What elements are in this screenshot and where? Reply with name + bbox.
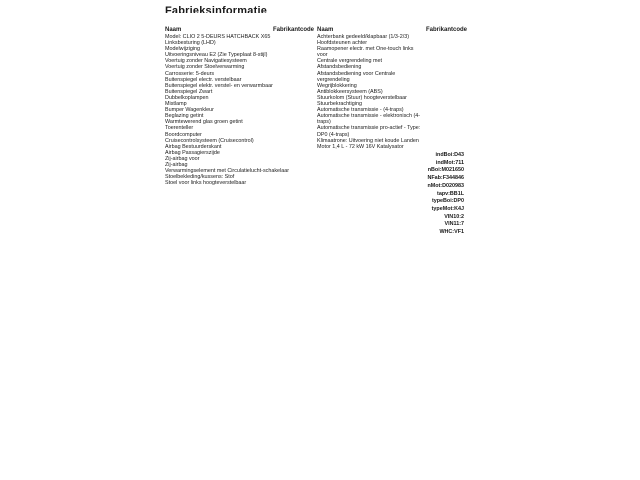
right-name-header: Naam — [317, 27, 334, 33]
feature-item: Stoelbekleding/kussens: Stof — [165, 174, 235, 181]
code-item: VIN10:2 — [444, 213, 464, 220]
feature-item: Voertuig zonder Stoelverwarming — [165, 64, 245, 71]
right-feature-list — [317, 34, 422, 150]
code-item: indBoi:D43 — [435, 152, 464, 158]
feature-item: Hoofdsteunen achter — [317, 40, 368, 47]
right-code-header: Fabrikantcode — [426, 27, 468, 33]
feature-item: Centrale vergrendeling met Afstandsbediening — [317, 58, 383, 71]
code-item: NFab:F344846 — [427, 175, 464, 182]
feature-item: Achterbank gedeeld/klapbaar (1/3-2/3) — [317, 34, 409, 40]
feature-item: Linksbesturing (LHD) — [165, 40, 216, 47]
feature-item: Toerenteller — [165, 125, 194, 132]
code-item: WHC:VF1 — [439, 229, 464, 236]
feature-item: Afstandsbediening voor Centrale vergrendeling — [317, 70, 396, 83]
feature-item: Buitenspiegel electr. verstelbaar — [165, 76, 242, 83]
feature-item: Dubbelkoplampen — [165, 94, 209, 101]
feature-item: Raamopener electr. met One-touch links voor — [317, 46, 414, 59]
feature-item: Beglazing getint — [165, 113, 204, 120]
feature-item: Zij-airbag voor — [165, 155, 200, 162]
left-code-header: Fabrikantcode — [273, 27, 315, 33]
feature-item: Modelwijziging — [165, 46, 201, 53]
document-page — [136, 0, 476, 238]
feature-item: Stuurbekrachtiging — [317, 101, 362, 108]
feature-item: Automatische transmissie - (4-traps) — [317, 107, 404, 114]
feature-item: Automatische transmissie - elektronisch (4-traps) — [317, 113, 421, 126]
feature-item: Stuurkolom (Stuur) hoogteverstelbaar — [317, 94, 407, 101]
feature-item: Antiblokkeersysteem (ABS) — [317, 88, 383, 95]
feature-item: Motor 1,4 L - 72 kW 16V Katalysator — [317, 143, 404, 150]
feature-item: Verwarmingselement met Circulatielucht-schakelaar — [165, 168, 290, 175]
feature-item: Automatische transmissie pro-actief - Type: DP0 (4-traps) — [317, 125, 421, 138]
code-item: typeMot:K4J — [431, 205, 464, 212]
feature-item: Cruisecontrolsysteem (Cruisecontrol) — [165, 137, 254, 144]
code-item: indMot:711 — [435, 159, 464, 166]
feature-item: Airbag Passagierszijde — [165, 149, 220, 156]
page-title: Fabrieksinformatie — [165, 6, 268, 13]
left-name-header: Naam — [165, 27, 182, 33]
feature-item: Voertuig zonder Navigatiesysteem — [165, 58, 247, 65]
feature-item: Airbag Bestuurderskant — [165, 143, 222, 150]
feature-item: Bumper Wagenkleur — [165, 107, 214, 114]
code-item: tapv:BB1L — [437, 190, 464, 197]
feature-item: Wegrijblokkering — [317, 82, 357, 89]
code-item: VIN11:7 — [444, 221, 464, 228]
code-item: nBoi:M021650 — [427, 167, 464, 174]
code-item: typeBoi:DP0 — [431, 198, 464, 205]
feature-item: Warmtewerend glas groen getint — [165, 119, 243, 126]
feature-item: Buitenspiegel elektr. verstel- en verwarmbaar — [165, 82, 273, 89]
factory-code-list — [427, 152, 464, 237]
feature-item: Carrosserie: 5-deurs — [165, 70, 215, 77]
left-feature-list — [165, 34, 295, 186]
feature-item: Stoel voor links hoogteverstelbaar — [165, 180, 247, 187]
feature-item: Uitvoeringsniveau E2 (Zie Typeplaat 8-stijl) — [165, 52, 268, 59]
feature-item: Buitenspiegel Zwart — [165, 88, 213, 95]
feature-item: Klimaatrone: Uitvoering niet koude Landen — [317, 137, 419, 144]
feature-item: Boordcomputer — [165, 131, 202, 138]
feature-item: Mistlamp — [165, 101, 187, 108]
code-item: nMot:D020983 — [427, 182, 464, 189]
feature-item: Zij-airbag — [165, 161, 188, 168]
feature-item: Model: CLIO 2 5-DEURS HATCHBACK X65 — [165, 34, 271, 40]
